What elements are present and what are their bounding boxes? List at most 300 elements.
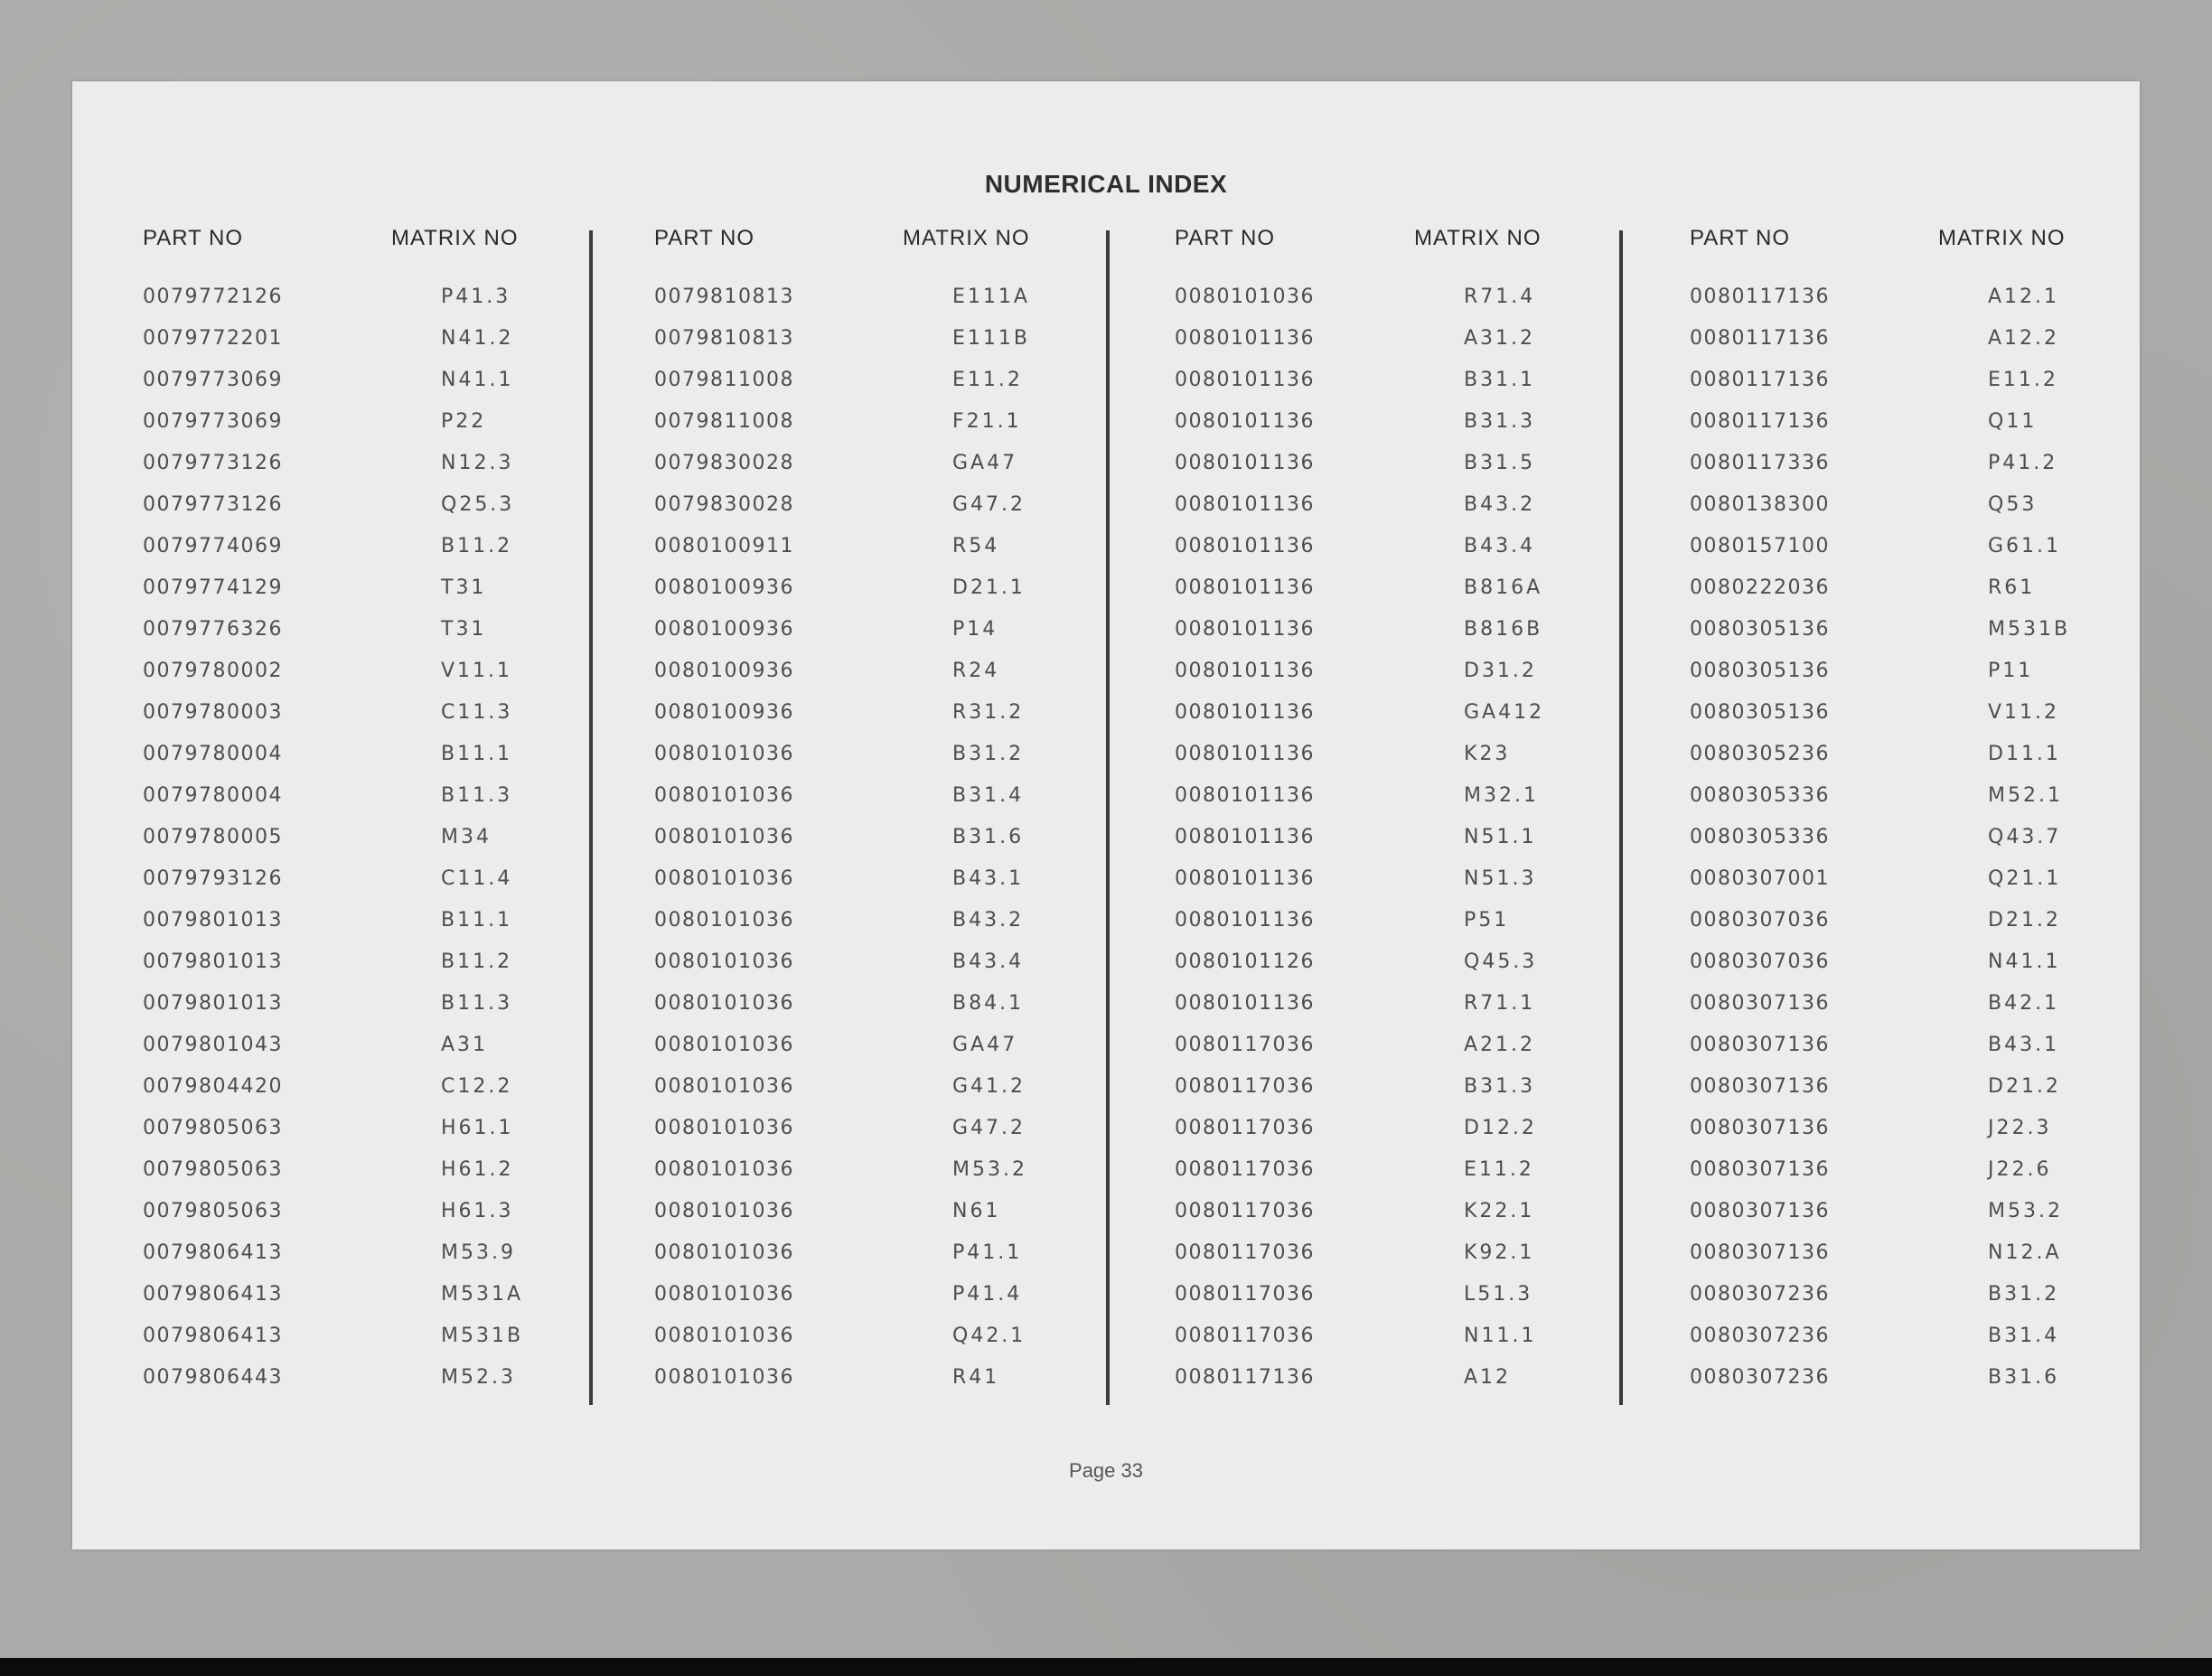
part-number: 0080101136 xyxy=(1175,992,1315,1015)
index-column-3 xyxy=(1175,226,1626,1473)
index-rows xyxy=(1690,276,2123,1399)
index-row xyxy=(1175,360,1626,401)
index-row xyxy=(654,983,1106,1025)
matrix-number: B43.1 xyxy=(952,867,1025,890)
page-number: Page 33 xyxy=(1069,1459,1143,1482)
part-number: 0079801013 xyxy=(143,992,283,1015)
part-number: 0080117036 xyxy=(1175,1241,1315,1264)
part-number: 0080101036 xyxy=(654,950,794,973)
index-row xyxy=(654,443,1106,484)
index-row xyxy=(654,484,1106,526)
matrix-number: Q43.7 xyxy=(1988,826,2062,848)
matrix-number: B31.2 xyxy=(1988,1283,2060,1306)
index-row xyxy=(654,900,1106,941)
index-row xyxy=(1175,526,1626,567)
part-number: 0079811008 xyxy=(654,410,794,433)
matrix-number: B11.1 xyxy=(441,743,513,765)
part-number: 0080157100 xyxy=(1690,535,1830,557)
part-number: 0079805063 xyxy=(143,1200,283,1222)
part-number: 0080101136 xyxy=(1175,701,1315,724)
index-row xyxy=(1690,941,2123,983)
index-row xyxy=(1175,941,1626,983)
matrix-no-header: MATRIX NO xyxy=(903,226,1030,250)
index-row xyxy=(143,983,595,1025)
part-number: 0080117336 xyxy=(1690,452,1830,474)
part-number: 0080307236 xyxy=(1690,1325,1830,1347)
index-row xyxy=(1175,567,1626,609)
part-number: 0079773069 xyxy=(143,410,283,433)
index-row xyxy=(1690,1316,2123,1357)
matrix-number: D21.2 xyxy=(1988,1075,2061,1098)
index-row xyxy=(654,775,1106,817)
matrix-number: C12.2 xyxy=(441,1075,513,1098)
index-row xyxy=(1175,1274,1626,1316)
part-number: 0079793126 xyxy=(143,867,283,890)
part-number: 0080101136 xyxy=(1175,493,1315,516)
matrix-number: B31.3 xyxy=(1464,410,1536,433)
matrix-number: A21.2 xyxy=(1464,1034,1536,1056)
bottom-edge xyxy=(0,1658,2212,1676)
column-divider xyxy=(1106,230,1110,1405)
part-no-header: PART NO xyxy=(143,226,244,250)
part-number: 0080307136 xyxy=(1690,1117,1830,1139)
matrix-number: B31.5 xyxy=(1464,452,1536,474)
matrix-number: Q21.1 xyxy=(1988,867,2062,890)
index-row xyxy=(1175,609,1626,651)
part-number: 0080138300 xyxy=(1690,493,1830,516)
index-row xyxy=(143,1025,595,1066)
matrix-number: N51.1 xyxy=(1464,826,1537,848)
part-number: 0080101136 xyxy=(1175,410,1315,433)
matrix-number: B11.3 xyxy=(441,992,513,1015)
part-number: 0080307136 xyxy=(1690,1200,1830,1222)
matrix-number: M531B xyxy=(441,1325,524,1347)
index-row xyxy=(143,1149,595,1191)
matrix-number: N41.1 xyxy=(441,369,514,391)
matrix-number: G41.2 xyxy=(952,1075,1026,1098)
index-row xyxy=(654,734,1106,775)
index-row xyxy=(143,1232,595,1274)
index-row xyxy=(1690,1066,2123,1108)
part-number: 0080307036 xyxy=(1690,909,1830,932)
index-row xyxy=(143,1274,595,1316)
part-number: 0080101036 xyxy=(654,992,794,1015)
index-row xyxy=(654,526,1106,567)
part-no-header: PART NO xyxy=(1690,226,1791,250)
part-number: 0080101136 xyxy=(1175,369,1315,391)
index-row xyxy=(143,401,595,443)
matrix-number: P22 xyxy=(441,410,487,433)
matrix-number: P14 xyxy=(952,618,998,641)
column-divider xyxy=(1619,230,1623,1405)
matrix-number: N51.3 xyxy=(1464,867,1537,890)
matrix-number: Q11 xyxy=(1988,410,2038,433)
matrix-number: B31.4 xyxy=(1988,1325,2060,1347)
matrix-no-header: MATRIX NO xyxy=(391,226,519,250)
part-number: 0080307001 xyxy=(1690,867,1830,890)
index-page xyxy=(72,81,2140,1550)
part-number: 0080101036 xyxy=(1175,286,1315,308)
part-number: 0080100936 xyxy=(654,701,794,724)
part-number: 0080101136 xyxy=(1175,535,1315,557)
index-row xyxy=(143,443,595,484)
column-divider xyxy=(589,230,593,1405)
part-number: 0079830028 xyxy=(654,452,794,474)
index-row xyxy=(1175,983,1626,1025)
index-row xyxy=(1175,734,1626,775)
index-row xyxy=(143,484,595,526)
matrix-number: K92.1 xyxy=(1464,1241,1535,1264)
matrix-number: B31.4 xyxy=(952,784,1025,807)
part-number: 0079780004 xyxy=(143,743,283,765)
matrix-number: N41.2 xyxy=(441,327,514,350)
index-row xyxy=(1690,1232,2123,1274)
index-row xyxy=(1175,858,1626,900)
index-row xyxy=(143,360,595,401)
index-row xyxy=(143,1357,595,1399)
part-number: 0080305136 xyxy=(1690,618,1830,641)
index-row xyxy=(143,941,595,983)
part-number: 0079780004 xyxy=(143,784,283,807)
part-number: 0079774069 xyxy=(143,535,283,557)
index-row xyxy=(143,734,595,775)
index-row xyxy=(143,858,595,900)
part-number: 0080101036 xyxy=(654,1117,794,1139)
matrix-number: B42.1 xyxy=(1988,992,2060,1015)
matrix-number: B11.3 xyxy=(441,784,513,807)
matrix-number: GA47 xyxy=(952,452,1018,474)
matrix-number: G47.2 xyxy=(952,1117,1026,1139)
matrix-number: R24 xyxy=(952,660,1000,682)
index-row xyxy=(654,276,1106,318)
matrix-number: Q42.1 xyxy=(952,1325,1026,1347)
matrix-number: E11.2 xyxy=(1988,369,2058,391)
part-number: 0080307136 xyxy=(1690,992,1830,1015)
matrix-number: B11.1 xyxy=(441,909,513,932)
part-number: 0080305136 xyxy=(1690,660,1830,682)
part-number: 0080101036 xyxy=(654,743,794,765)
index-row xyxy=(654,1149,1106,1191)
index-row xyxy=(1690,817,2123,858)
index-row xyxy=(1690,1149,2123,1191)
part-number: 0080100936 xyxy=(654,660,794,682)
matrix-number: D31.2 xyxy=(1464,660,1537,682)
matrix-number: F21.1 xyxy=(952,410,1022,433)
part-number: 0080100936 xyxy=(654,576,794,599)
part-number: 0080305236 xyxy=(1690,743,1830,765)
matrix-number: E111A xyxy=(952,286,1030,308)
index-row xyxy=(1175,443,1626,484)
part-number: 0079810813 xyxy=(654,327,794,350)
index-row xyxy=(654,567,1106,609)
matrix-number: B11.2 xyxy=(441,950,513,973)
part-number: 0080307136 xyxy=(1690,1075,1830,1098)
part-no-header: PART NO xyxy=(1175,226,1276,250)
matrix-number: M53.2 xyxy=(952,1158,1027,1181)
matrix-number: A12.1 xyxy=(1988,286,2060,308)
matrix-number: M53.9 xyxy=(441,1241,516,1264)
index-row xyxy=(654,1066,1106,1108)
matrix-number: P41.2 xyxy=(1988,452,2058,474)
part-number: 0080307236 xyxy=(1690,1283,1830,1306)
index-row xyxy=(1175,1066,1626,1108)
index-row xyxy=(143,1191,595,1232)
index-row xyxy=(143,692,595,734)
index-row xyxy=(654,817,1106,858)
matrix-number: M531A xyxy=(441,1283,524,1306)
index-row xyxy=(654,651,1106,692)
index-row xyxy=(1175,651,1626,692)
matrix-number: G61.1 xyxy=(1988,535,2062,557)
matrix-number: N61 xyxy=(952,1200,1001,1222)
matrix-number: P51 xyxy=(1464,909,1510,932)
part-number: 0080101036 xyxy=(654,1241,794,1264)
matrix-no-header: MATRIX NO xyxy=(1938,226,2066,250)
matrix-number: R71.4 xyxy=(1464,286,1536,308)
matrix-number: R54 xyxy=(952,535,1000,557)
matrix-number: B31.6 xyxy=(952,826,1025,848)
matrix-number: D11.1 xyxy=(1988,743,2061,765)
index-row xyxy=(654,609,1106,651)
part-number: 0080100911 xyxy=(654,535,794,557)
index-row xyxy=(1175,900,1626,941)
matrix-number: V11.1 xyxy=(441,660,513,682)
matrix-number: H61.3 xyxy=(441,1200,514,1222)
part-number: 0079806413 xyxy=(143,1241,283,1264)
matrix-number: Q25.3 xyxy=(441,493,515,516)
part-number: 0079811008 xyxy=(654,369,794,391)
index-row xyxy=(143,651,595,692)
index-row xyxy=(1690,734,2123,775)
part-number: 0080101136 xyxy=(1175,784,1315,807)
part-number: 0079773126 xyxy=(143,493,283,516)
matrix-number: J22.6 xyxy=(1988,1158,2052,1181)
matrix-number: B84.1 xyxy=(952,992,1025,1015)
matrix-number: M32.1 xyxy=(1464,784,1539,807)
index-row xyxy=(1690,276,2123,318)
matrix-number: C11.3 xyxy=(441,701,513,724)
part-number: 0079806413 xyxy=(143,1325,283,1347)
index-row xyxy=(1690,1357,2123,1399)
part-number: 0079805063 xyxy=(143,1158,283,1181)
index-row xyxy=(143,1316,595,1357)
part-number: 0080101036 xyxy=(654,1200,794,1222)
index-row xyxy=(1175,1149,1626,1191)
part-number: 0080307136 xyxy=(1690,1241,1830,1264)
part-number: 0080117136 xyxy=(1175,1366,1315,1389)
matrix-number: A31 xyxy=(441,1034,489,1056)
index-row xyxy=(1690,651,2123,692)
part-number: 0080101036 xyxy=(654,826,794,848)
index-row xyxy=(1175,484,1626,526)
index-row xyxy=(1175,775,1626,817)
index-row xyxy=(143,526,595,567)
index-row xyxy=(1690,1191,2123,1232)
part-number: 0080101036 xyxy=(654,1158,794,1181)
index-row xyxy=(654,1108,1106,1149)
part-no-header: PART NO xyxy=(654,226,755,250)
matrix-number: GA47 xyxy=(952,1034,1018,1056)
matrix-number: B31.3 xyxy=(1464,1075,1536,1098)
matrix-number: A31.2 xyxy=(1464,327,1536,350)
matrix-number: Q53 xyxy=(1988,493,2038,516)
matrix-number: Q45.3 xyxy=(1464,950,1538,973)
part-number: 0080307136 xyxy=(1690,1034,1830,1056)
index-row xyxy=(1690,401,2123,443)
index-row xyxy=(654,1232,1106,1274)
index-row xyxy=(1690,1108,2123,1149)
part-number: 0080101126 xyxy=(1175,950,1315,973)
index-row xyxy=(1175,1357,1626,1399)
index-row xyxy=(1690,692,2123,734)
part-number: 0079780002 xyxy=(143,660,283,682)
part-number: 0080117136 xyxy=(1690,410,1830,433)
matrix-number: V11.2 xyxy=(1988,701,2060,724)
matrix-number: J22.3 xyxy=(1988,1117,2052,1139)
index-row xyxy=(1690,983,2123,1025)
matrix-number: E11.2 xyxy=(1464,1158,1534,1181)
index-row xyxy=(1690,484,2123,526)
index-row xyxy=(1690,360,2123,401)
part-number: 0079801013 xyxy=(143,950,283,973)
matrix-number: B43.4 xyxy=(952,950,1025,973)
matrix-number: K23 xyxy=(1464,743,1511,765)
part-number: 0080117136 xyxy=(1690,286,1830,308)
matrix-number: C11.4 xyxy=(441,867,513,890)
index-row xyxy=(1690,1274,2123,1316)
part-number: 0079805063 xyxy=(143,1117,283,1139)
part-number: 0080117136 xyxy=(1690,369,1830,391)
index-row xyxy=(1690,900,2123,941)
matrix-number: D21.1 xyxy=(952,576,1026,599)
matrix-number: B31.1 xyxy=(1464,369,1536,391)
part-number: 0080305336 xyxy=(1690,826,1830,848)
index-row xyxy=(1175,1316,1626,1357)
index-row xyxy=(1175,318,1626,360)
index-row xyxy=(1690,567,2123,609)
index-row xyxy=(1690,318,2123,360)
part-number: 0080101136 xyxy=(1175,909,1315,932)
index-rows xyxy=(143,276,595,1399)
matrix-number: H61.2 xyxy=(441,1158,514,1181)
matrix-number: G47.2 xyxy=(952,493,1026,516)
index-row xyxy=(143,1108,595,1149)
matrix-number: M531B xyxy=(1988,618,2071,641)
index-rows xyxy=(654,276,1106,1399)
part-number: 0080101136 xyxy=(1175,660,1315,682)
part-number: 0080222036 xyxy=(1690,576,1830,599)
index-row xyxy=(1175,401,1626,443)
part-number: 0080101036 xyxy=(654,1366,794,1389)
part-number: 0080101136 xyxy=(1175,576,1315,599)
part-number: 0079804420 xyxy=(143,1075,283,1098)
matrix-number: M52.3 xyxy=(441,1366,516,1389)
index-row xyxy=(1175,1191,1626,1232)
part-number: 0080305136 xyxy=(1690,701,1830,724)
index-column-1 xyxy=(143,226,595,1473)
index-row xyxy=(1690,775,2123,817)
index-row xyxy=(654,1316,1106,1357)
part-number: 0080101136 xyxy=(1175,452,1315,474)
index-row xyxy=(654,1025,1106,1066)
index-row xyxy=(1175,1232,1626,1274)
matrix-number: P41.4 xyxy=(952,1283,1023,1306)
matrix-number: P11 xyxy=(1988,660,2034,682)
index-row xyxy=(1690,1025,2123,1066)
index-row xyxy=(1175,1108,1626,1149)
part-number: 0079801013 xyxy=(143,909,283,932)
index-row xyxy=(143,609,595,651)
index-rows xyxy=(1175,276,1626,1399)
part-number: 0080117036 xyxy=(1175,1200,1315,1222)
part-number: 0080117036 xyxy=(1175,1075,1315,1098)
matrix-number: R71.1 xyxy=(1464,992,1536,1015)
index-row xyxy=(1175,1025,1626,1066)
matrix-number: A12.2 xyxy=(1988,327,2060,350)
part-number: 0079801043 xyxy=(143,1034,283,1056)
matrix-number: T31 xyxy=(441,618,487,641)
part-number: 0080101136 xyxy=(1175,867,1315,890)
matrix-number: B43.2 xyxy=(952,909,1025,932)
index-row xyxy=(143,775,595,817)
index-column-4 xyxy=(1690,226,2123,1473)
part-number: 0080307236 xyxy=(1690,1366,1830,1389)
matrix-number: M53.2 xyxy=(1988,1200,2063,1222)
index-row xyxy=(143,276,595,318)
index-row xyxy=(1690,443,2123,484)
part-number: 0080101036 xyxy=(654,1325,794,1347)
matrix-number: H61.1 xyxy=(441,1117,514,1139)
part-number: 0080101036 xyxy=(654,1075,794,1098)
index-row xyxy=(1175,276,1626,318)
part-number: 0080101036 xyxy=(654,1283,794,1306)
matrix-number: M52.1 xyxy=(1988,784,2063,807)
index-row xyxy=(143,900,595,941)
part-number: 0079806443 xyxy=(143,1366,283,1389)
matrix-number: B11.2 xyxy=(441,535,513,557)
part-number: 0079774129 xyxy=(143,576,283,599)
matrix-number: R61 xyxy=(1988,576,2036,599)
part-number: 0079772201 xyxy=(143,327,283,350)
matrix-number: L51.3 xyxy=(1464,1283,1533,1306)
part-number: 0080101136 xyxy=(1175,618,1315,641)
part-number: 0080101036 xyxy=(654,867,794,890)
matrix-number: M34 xyxy=(441,826,492,848)
page-title: NUMERICAL INDEX xyxy=(984,170,1228,198)
index-row xyxy=(654,401,1106,443)
index-row xyxy=(1690,526,2123,567)
part-number: 0079806413 xyxy=(143,1283,283,1306)
index-row xyxy=(654,858,1106,900)
part-number: 0080101036 xyxy=(654,909,794,932)
index-row xyxy=(1690,858,2123,900)
matrix-number: B43.1 xyxy=(1988,1034,2060,1056)
part-number: 0079772126 xyxy=(143,286,283,308)
matrix-number: P41.3 xyxy=(441,286,511,308)
matrix-number: E111B xyxy=(952,327,1030,350)
part-number: 0079776326 xyxy=(143,618,283,641)
part-number: 0080101136 xyxy=(1175,327,1315,350)
part-number: 0080101036 xyxy=(654,1034,794,1056)
index-row xyxy=(1690,609,2123,651)
part-number: 0079780005 xyxy=(143,826,283,848)
index-row xyxy=(654,1357,1106,1399)
matrix-number: D12.2 xyxy=(1464,1117,1537,1139)
matrix-number: B31.2 xyxy=(952,743,1025,765)
matrix-number: P41.1 xyxy=(952,1241,1023,1264)
matrix-number: N11.1 xyxy=(1464,1325,1537,1347)
matrix-number: R31.2 xyxy=(952,701,1025,724)
